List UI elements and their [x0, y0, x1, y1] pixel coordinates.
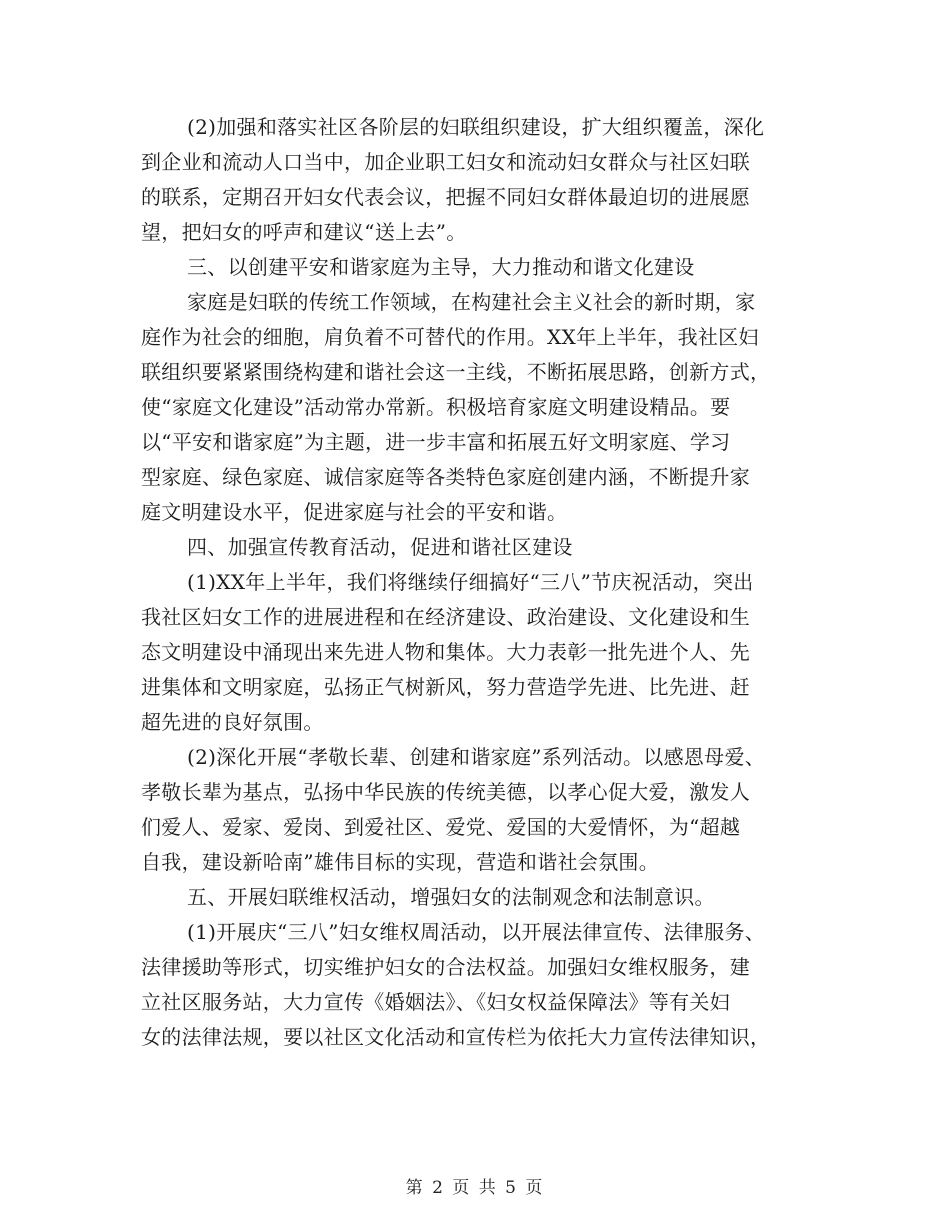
text-line: 望，把妇女的呼声和建议“送上去”。 [141, 220, 467, 244]
text-line: (2)加强和落实社区各阶层的妇联组织建设，扩大组织覆盖，深化 [187, 115, 765, 139]
text-line: 立社区服务站，大力宣传《婚姻法》、《妇女权益保障法》等有关妇 [141, 990, 730, 1014]
text-line: 五、开展妇联维权活动，增强妇女的法制观念和法制意识。 [187, 885, 715, 909]
text-line: 态文明建设中涌现出来先进人物和集体。大力表彰一批先进个人、先 [141, 640, 750, 664]
text-line: 的联系，定期召开妇女代表会议，把握不同妇女群体最迫切的进展愿 [141, 185, 750, 209]
text-line: (1)XX年上半年，我们将继续仔细搞好“三八”节庆祝活动，突出 [187, 570, 754, 594]
text-line: (1)开展庆“三八”妇女维权周活动，以开展法律宣传、法律服务、 [187, 920, 766, 944]
text-line: 四、加强宣传教育活动，促进和谐社区建设 [187, 535, 573, 559]
text-line: 们爱人、爱家、爱岗、到爱社区、爱党、爱国的大爱情怀，为“超越 [141, 815, 741, 839]
text-line: 型家庭、绿色家庭、诚信家庭等各类特色家庭创建内涵，不断提升家 [141, 465, 750, 489]
text-line: 庭作为社会的细胞，肩负着不可替代的作用。XX年上半年，我社区妇 [141, 325, 759, 349]
text-line: (2)深化开展“孝敬长辈、创建和谐家庭”系列活动。以感恩母爱、 [187, 745, 766, 769]
text-line: 庭文明建设水平，促进家庭与社会的平安和谐。 [141, 500, 568, 524]
text-line: 我社区妇女工作的进展进程和在经济建设、政治建设、文化建设和生 [141, 605, 750, 629]
text-line: 进集体和文明家庭，弘扬正气树新风，努力营造学先进、比先进、赶 [141, 675, 750, 699]
text-line: 女的法律法规，要以社区文化活动和宣传栏为依托大力宣传法律知识， [141, 1025, 771, 1049]
text-line: 联组织要紧紧围绕构建和谐社会这一主线，不断拓展思路，创新方式， [141, 360, 771, 384]
text-line: 家庭是妇联的传统工作领域，在构建社会主义社会的新时期，家 [187, 290, 756, 314]
text-line: 自我，建设新哈南”雄伟目标的实现，营造和谐社会氛围。 [141, 850, 660, 874]
document-body [141, 110, 821, 1055]
text-line: 三、以创建平安和谐家庭为主导，大力推动和谐文化建设 [187, 255, 695, 279]
text-line: 超先进的良好氛围。 [141, 710, 324, 734]
text-line: 以“平安和谐家庭”为主题，进一步丰富和拓展五好文明家庭、学习 [141, 430, 731, 454]
text-line: 孝敬长辈为基点，弘扬中华民族的传统美德，以孝心促大爱，激发人 [141, 780, 750, 804]
page-footer: 第 2 页 共 5 页 [405, 1178, 545, 1198]
text-line: 法律援助等形式，切实维护妇女的合法权益。加强妇女维权服务，建 [141, 955, 750, 979]
text-line: 到企业和流动人口当中，加企业职工妇女和流动妇女群众与社区妇联 [141, 150, 750, 174]
text-line: 使“家庭文化建设”活动常办常新。积极培育家庭文明建设精品。要 [141, 395, 731, 419]
